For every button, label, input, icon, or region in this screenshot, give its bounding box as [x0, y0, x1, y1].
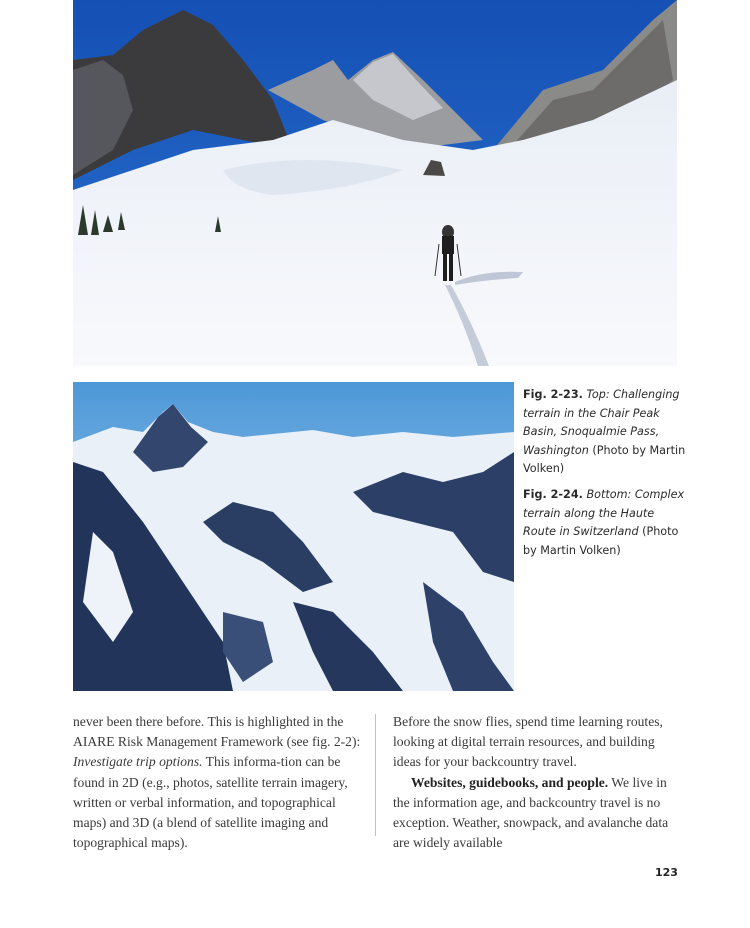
- photo-chair-peak-basin: [73, 0, 677, 366]
- body-paragraph: Before the snow flies, spend time learning routes, looking at digital terrain resources, and building ideas for your backcountry travel.: [393, 714, 663, 770]
- page-number: 123: [655, 866, 678, 879]
- body-column-left: [73, 712, 369, 853]
- aerial-mountain-image: [73, 382, 514, 691]
- body-paragraph: [393, 773, 685, 854]
- figure-description: Bottom: Complex terrain along the Haute Route in Switzerland: [523, 488, 685, 539]
- body-paragraph: [73, 712, 369, 853]
- body-column-right: [393, 712, 685, 853]
- figure-number: Fig. 2-24.: [523, 488, 583, 501]
- body-text: never been there before. This is highlighted in the AIARE Risk Management Framework (see fig. 2-2):: [73, 714, 361, 750]
- body-text: We live in the information age, and backcountry travel is no exception. Weather, snowpack, and avalanche data are widely available: [393, 774, 669, 851]
- run-in-heading: Websites, guidebooks, and people.: [411, 774, 609, 790]
- column-divider: [375, 714, 376, 836]
- body-text: This informa-tion can be found in 2D (e.g., photos, satellite terrain imagery, written or verbal information, and topographical maps) and 3D (a blend of satellite imaging and topographical maps).: [73, 754, 348, 851]
- figure-caption-2-23: [523, 386, 688, 479]
- photo-credit: (Photo by Martin Volken): [523, 443, 686, 476]
- figure-description: Top: Challenging terrain in the Chair Peak Basin, Snoqualmie Pass, Washington: [523, 388, 680, 457]
- mountain-photo-image: [73, 0, 677, 366]
- photo-credit: (Photo by Martin Volken): [523, 525, 679, 557]
- emphasis-text: Investigate trip options.: [73, 754, 203, 770]
- figure-caption-2-24: [523, 486, 688, 560]
- photo-haute-route: [73, 382, 514, 691]
- figure-number: Fig. 2-23.: [523, 388, 583, 401]
